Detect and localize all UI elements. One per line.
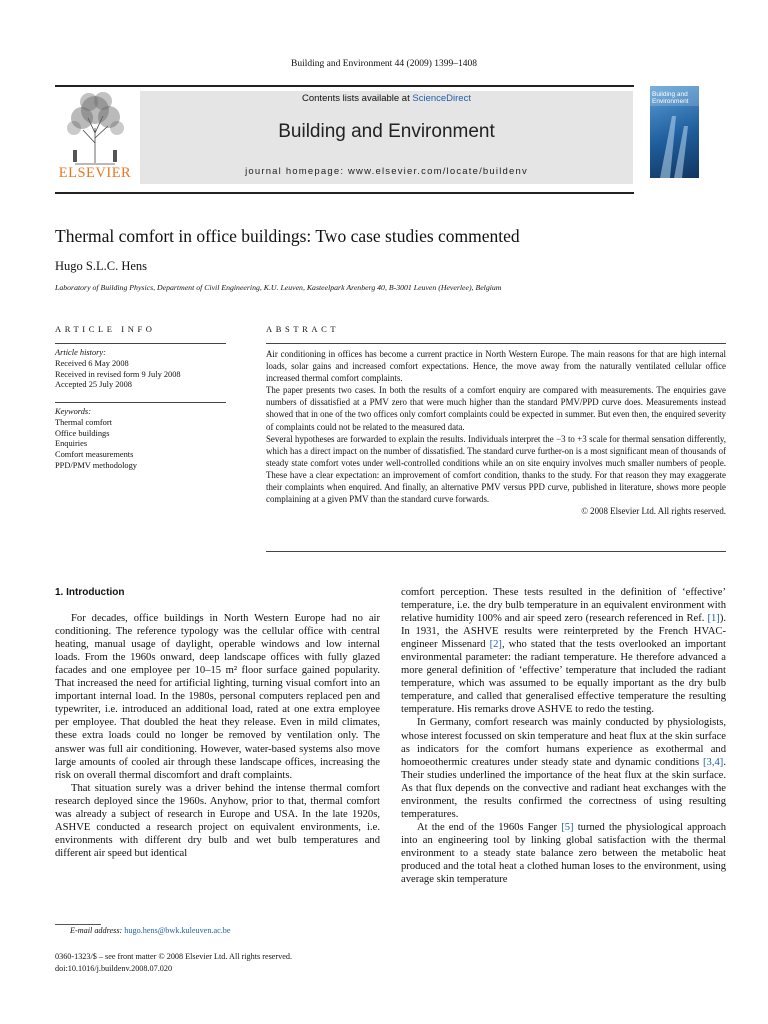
keyword: Thermal comfort — [55, 417, 112, 427]
email-label: E-mail address: — [70, 926, 123, 935]
text-run: . Their studies underlined the importance of the heat flux at the skin surface. As that flux depends on the convective and radiant heat exchanges with the environment, the results confirmed the correctness of using resulting temperatures. — [401, 756, 726, 820]
abstract-paragraph: Air conditioning in offices has become a current practice in North Western Europe. The main reasons for that are high internal loads, solar gains and increased comfort expectations. Hence, the move away from the naturally ventilated cellular office increased thermal comfort complaints. — [266, 349, 726, 384]
contents-line — [140, 93, 633, 104]
sciencedirect-link[interactable]: ScienceDirect — [412, 93, 471, 104]
keyword: Comfort measurements — [55, 450, 134, 460]
body-paragraph: That situation surely was a driver behind the intense thermal comfort research deployed since the 1960s. Anyhow, prior to that, thermal comfort was already a subject of research in Europe and USA. In the late 1920s, ASHVE conducted a research project on equivalent environments, i.e. environments with different dry bulb and wet bulb temperatures and different air speed but identical — [55, 782, 380, 859]
body-paragraph — [401, 586, 726, 716]
reference-link-2[interactable]: [2] — [489, 639, 502, 651]
author-email-link[interactable]: hugo.hens@bwk.kuleuven.ac.be — [124, 926, 231, 935]
reference-link-1[interactable]: [1] — [707, 613, 720, 625]
cover-title: Building and Environment — [652, 91, 689, 105]
publisher-wordmark: ELSEVIER — [58, 165, 132, 181]
body-left-column — [55, 586, 380, 860]
article-info-rule — [55, 343, 226, 344]
abstract-text — [266, 348, 726, 517]
keywords-rule — [55, 402, 226, 403]
keywords-heading: Keywords: — [55, 407, 91, 416]
footer-meta — [55, 951, 292, 974]
text-run: , who stated that the tests overlooked an important environmental parameter: the radiant temperature. He therefore advanced a more general definition of ‘effective’ temperature that included the radiant temperature, which was assumed to be equally important as the dry bulb temperature, and called that generalised effective temperature the resulting temperature. His remarks drove ASHVE to redo the testing. — [401, 639, 726, 716]
accepted-date: Accepted 25 July 2008 — [55, 380, 132, 390]
journal-citation: Building and Environment 44 (2009) 1399–1408 — [290, 59, 478, 69]
text-run: ). In 1931, the ASHVE results were reinterpreted by the French HVAC-engineer Missenard — [401, 613, 726, 651]
text-run: turned the physiological approach into an engineering tool by linking global satisfaction with the thermal environment to a steady state balance zero between the metabolic heat produced and the total heat a clothed human loses to the environment, using average skin temperature — [401, 821, 726, 886]
header-rule-bottom — [55, 192, 634, 194]
footnote-rule — [55, 924, 101, 925]
author-affiliation: Laboratory of Building Physics, Department of Civil Engineering, K.U. Leuven, Kasteelpark Arenberg 40, B-3001 Leuven (Heverlee), Belgium — [55, 283, 502, 292]
author-email-footnote — [70, 926, 231, 935]
text-run: At the end of the 1960s Fanger — [417, 821, 562, 833]
keyword: Office buildings — [55, 428, 110, 438]
article-title: Thermal comfort in office buildings: Two case studies commented — [55, 226, 520, 246]
body-paragraph: For decades, office buildings in North Western Europe had no air conditioning. The reference typology was the cellular office with central heating, manual usage of daylight, operable windows and low internal loads. From the 1960s onward, deep landscape offices with fully glazed facades and one employee per 10–15 m² floor surface gained popularity. That increased the need for artificial lighting, turning visual comfort into an important internal load. In the 1980s, personal computers replaced pen and typewriter, i.e. introduced an additional load, rated at one extra employee per employee. That doubled the heat they release. Even in mild climates, these extra loads could no longer be removed by ventilation only. The answer was full air conditioning. However, water-based systems also move large amounts of cooled air through these landscape offices, increasing the risk on overall thermal discomfort and draft complaints. — [55, 613, 380, 781]
contents-prefix: Contents lists available at — [302, 93, 413, 104]
section-heading: 1. Introduction — [55, 587, 125, 598]
keywords-block — [55, 407, 230, 472]
body-right-column — [401, 586, 726, 886]
abstract-rule-top — [266, 343, 726, 344]
abstract-paragraph: The paper presents two cases. In both the results of a comfort enquiry are compared with measurements. The enquiries gave numbers of dissatisfied at a PMV zero that were much higher than the standard PMV/PPD curve does. Measurements instead showed that in one of the two offices only comfort complaints could be expected in summer. But even then, the enquired severity of complaints could not be related to the measured data. — [266, 385, 726, 432]
revised-date: Received in revised form 9 July 2008 — [55, 369, 181, 379]
journal-title: Building and Environment — [278, 121, 495, 142]
text-run: In Germany, comfort research was mainly conducted by physiologists, whose interest focussed on skin temperature and heat flux at the skin surface as indicators for the comfort humans experience as exothermal and homoeothermic creatures under steady state and dynamic conditions — [401, 717, 726, 768]
article-history — [55, 348, 230, 391]
reference-link-3-4[interactable]: [3,4] — [703, 756, 724, 768]
history-heading: Article history: — [55, 348, 106, 357]
issn-line: 0360-1323/$ – see front matter © 2008 Elsevier Ltd. All rights reserved. — [55, 952, 293, 961]
article-author: Hugo S.L.C. Hens — [55, 259, 148, 273]
abstract-paragraph: Several hypotheses are forwarded to explain the results. Individuals interpret the −3 to +3 scale for thermal sensation differently, which has a direct impact on the number of dissatisfied. The standard curve further-on is a most significant mean of thousands of steady state comfort votes under well-controlled conditions while an on site enquiry involves much smaller numbers of people. These have a clear expectation: an improvement of comfort condition, thanks to the study. For that reason they may exaggerate their complaints when enquired. And finally, an alternative PMV versus PPD curve, published in literature, shows more people complaining at a given PMV than the standard curve forwards. — [266, 433, 726, 505]
abstract-rule-bottom — [266, 551, 726, 552]
keyword: Enquiries — [55, 439, 88, 449]
reference-link-5[interactable]: [5] — [561, 821, 574, 833]
received-date: Received 6 May 2008 — [55, 358, 129, 368]
header-rule-top — [55, 85, 634, 87]
text-run: comfort perception. These tests resulted in the definition of ‘effective’ temperature, i.e. the dry bulb temperature in an equivalent environment with relative humidity 100% and air speed zero (research referenced in Ref. — [401, 587, 726, 625]
body-paragraph — [401, 716, 726, 820]
abstract-heading: ABSTRACT — [266, 324, 340, 334]
article-info-heading: ARTICLE INFO — [55, 324, 156, 334]
abstract-copyright: © 2008 Elsevier Ltd. All rights reserved. — [581, 506, 726, 517]
journal-homepage[interactable]: journal homepage: www.elsevier.com/locate/buildenv — [245, 166, 528, 177]
doi-line[interactable]: doi:10.1016/j.buildenv.2008.07.020 — [55, 963, 173, 973]
keyword: PPD/PMV methodology — [55, 460, 137, 470]
body-paragraph — [401, 821, 726, 886]
